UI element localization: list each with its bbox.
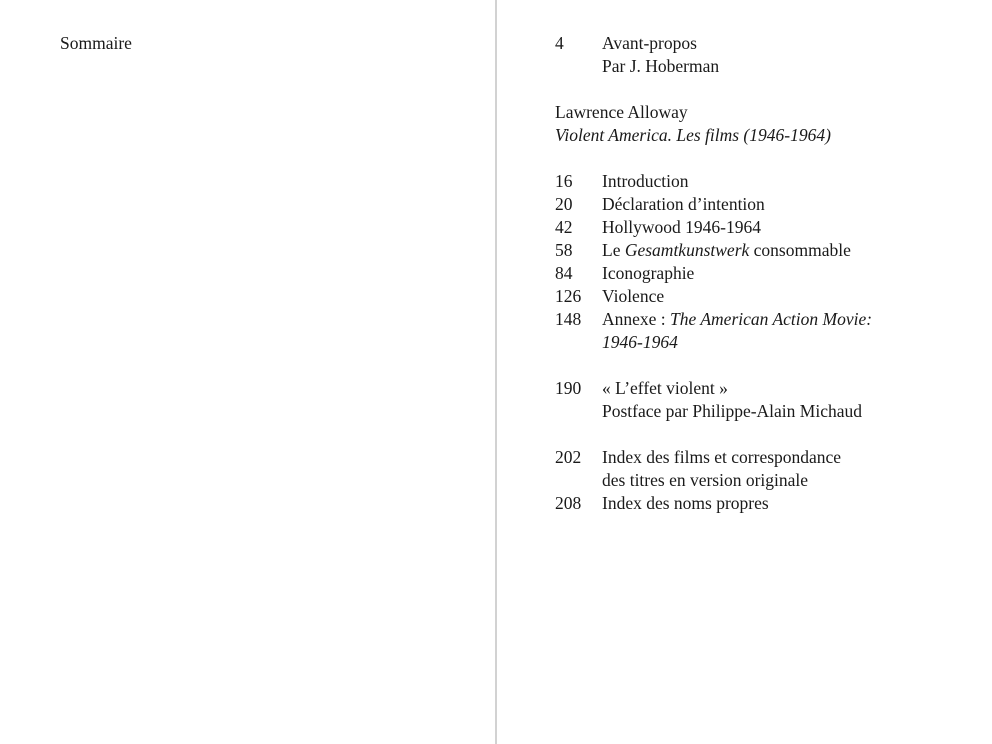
toc-entry-continuation [555,331,985,354]
toc-title-prefix: Le [602,240,625,260]
toc-page-number: 84 [555,263,573,283]
toc-title-emphasis: 1946-1964 [602,332,678,352]
toc-entry [555,170,985,193]
right-page [497,0,992,744]
toc-page-number: 148 [555,309,582,329]
toc-entry [555,193,985,216]
toc-entry-index [555,446,985,469]
toc-entry-afterword [555,377,985,400]
toc-entry-foreword-author [555,55,985,78]
toc-entry-index [555,492,985,515]
toc-entry [555,239,985,262]
toc-page-number: 58 [555,240,573,260]
toc-title: Iconographie [602,263,695,283]
book-author-name: Lawrence Alloway [555,102,688,122]
toc-title: Index des films et correspondance [602,447,842,467]
toc-title [602,239,985,262]
toc-page-number: 126 [555,286,582,306]
toc-page-number: 4 [555,33,564,53]
toc-entry-afterword-author [555,400,985,423]
toc-title: Avant-propos [602,33,697,53]
toc-page-number: 208 [555,493,582,513]
toc-author: Par J. Hoberman [602,56,720,76]
toc-title-emphasis: The American Action Movie: [670,309,873,329]
toc-entry [555,285,985,308]
toc-title: Introduction [602,171,689,191]
toc-title: « L’effet violent » [602,378,728,398]
table-of-contents [555,32,985,515]
left-page [0,0,495,744]
toc-entry [555,262,985,285]
toc-page-number: 202 [555,447,582,467]
book-title [555,124,985,147]
toc-title: Déclaration d’intention [602,194,765,214]
toc-title [602,308,985,331]
toc-title-suffix: consommable [749,240,851,260]
toc-author: Postface par Philippe-Alain Michaud [602,401,863,421]
page-title: Sommaire [60,33,132,53]
toc-title: des titres en version originale [602,470,809,490]
book-author [555,101,985,124]
toc-title: Index des noms propres [602,493,769,513]
toc-entry [555,216,985,239]
toc-entry [555,308,985,331]
toc-title-emphasis: Gesamtkunstwerk [624,240,750,260]
toc-entry-foreword [555,32,985,55]
toc-entry-index-continuation [555,469,985,492]
book-title-text: Violent America. Les films (1946-1964) [555,125,831,145]
toc-page-number: 42 [555,217,573,237]
toc-page-number: 16 [555,171,573,191]
toc-title-prefix: Annexe : [602,309,671,329]
toc-title: Hollywood 1946-1964 [602,217,761,237]
toc-page-number: 190 [555,378,582,398]
toc-page-number: 20 [555,194,573,214]
toc-title: Violence [602,286,665,306]
